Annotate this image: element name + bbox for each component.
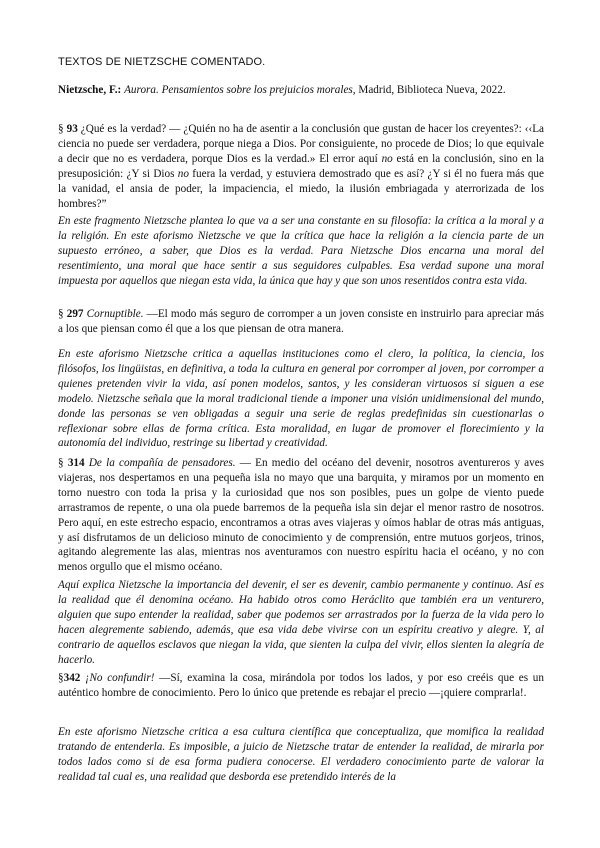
section-mark: § bbox=[58, 308, 67, 320]
aphorism-number: 93 bbox=[66, 123, 78, 135]
citation-publication: Madrid, Biblioteca Nueva, 2022. bbox=[358, 84, 506, 96]
aphorism-297: § 297 Cornuptible. —El modo más seguro de corromper a un joven consiste en instruirlo para apreciar más a los que piensan como él que a los que piensan de otra manera. bbox=[58, 308, 545, 335]
aphorism-number: 342 bbox=[63, 672, 81, 684]
section-mark: § bbox=[58, 672, 64, 684]
aphorism-93: § 93 ¿Qué es la verdad? — ¿Quién no ha de asentir a la conclusión que gustan de hacer los creyentes?: ‹‹La ciencia no puede ser verdadera, porque niega a Dios. Por consiguiente, no procede de Dios; lo que equivale a decir que no es verdadera, porque Dios es la verdad.» El error aquí no está en la conclusión, sino en la presuposición: ¿Y si Dios no fuera la verdad, y estuviera demostrado que es así? ¿Y si él no fuera más que la vanidad, el ansia de poder, la impaciencia, el miedo, la ilusión embriagada y aterrorizada de los hombres?” bbox=[58, 123, 544, 210]
aphorism-number: 314 bbox=[67, 457, 85, 469]
commentary-297: En este aforismo Nietzsche critica a aquellas instituciones como el clero, la política, la ciencia, los filósofos, los lingüistas, en definitiva, a toda la cultura en general por corromper al joven, por corromper a quienes pretenden vivir la vida, así ponen modelos, santos, y les consideran virtuosos si siguen a ese modelo. Nietzsche señala que la moral tradicional tiende a imponer una visión unidimensional del mundo, donde las personas se ven obligadas a seguir una serie de reglas predefinidas sin cuestionarlas o reflexionar sobre ellas de forma crítica. Esta moralidad, en lugar de promover el florecimiento y la autonomía del individuo, restringe su libertad y creatividad. bbox=[58, 348, 544, 450]
aphorism-title: De la compañía de pensadores. bbox=[88, 457, 236, 469]
aphorism-title: ¡No confundir! bbox=[85, 672, 155, 684]
citation bbox=[58, 83, 544, 98]
aphorism-342: §342 ¡No confundir! —Sí, examina la cosa, mirándola por todos los lados, y por eso creéis que es un auténtico hombre de conocimiento. Pero lo único que pretende es rebajar el precio —¡quiere comprarla!. bbox=[58, 672, 544, 699]
aphorism-title: ¿Qué es la verdad? bbox=[80, 123, 167, 135]
commentary-314: Aquí explica Nietzsche la importancia del devenir, el ser es devenir, cambio permanente y continuo. Así es la realidad que él denomina océano. Ha habido otros como Heráclito que también era un venturero, alguien que supo entender la realidad, saber que podemos ser arrastrados por la fuerza de la vida pero lo hacen alegremente sabiendo, además, que esa vida debe vivirse con un espíritu creativo y alegre. Y, al contrario de aquellos esclavos que niegan la vida, que sienten la culpa del vivir, ellos sienten la alegría de hacerlo. bbox=[58, 579, 544, 666]
document-title: TEXTOS DE NIETZSCHE COMENTADO. bbox=[58, 56, 266, 68]
commentary-342: En este aforismo Nietzsche critica a esa cultura científica que conceptualiza, que momifica la realidad tratando de entenderla. Es imposible, a juicio de Nietzsche tratar de entender la realidad, de mirarla por todos lados como si de esa forma pudiera conocerse. El verdadero conocimiento parte de valorar la realidad tal cual es, una realidad que desborda ese pretendido interés de la bbox=[58, 726, 544, 783]
section-mark: § bbox=[58, 123, 67, 135]
citation-author: Nietzsche, F.: bbox=[58, 84, 122, 96]
section-mark: § bbox=[58, 457, 68, 469]
citation-work: Aurora. Pensamientos sobre los prejuicios morales, bbox=[124, 84, 356, 96]
aphorism-number: 297 bbox=[66, 308, 84, 320]
commentary-93: En este fragmento Nietzsche plantea lo que va a ser una constante en su filosofía: la crítica a la moral y a la religión. En este aforismo Nietzsche ve que la crítica que hace la religión a la ciencia parte de un supuesto erróneo, a saber, que Dios es la verdad. Para Nietzsche Dios encarna una moral del resentimiento, una moral que hace sentir a sus seguidores culpables. Esa verdad supone una moral impuesta por aquellos que niegan esta vida, la única que hay y que son unos resentidos contra esta vida. bbox=[58, 215, 544, 287]
aphorism-title: Cornuptible. bbox=[86, 308, 144, 320]
aphorism-314: § 314 De la compañía de pensadores. — En medio del océano del devenir, nosotros aventureros y aves viajeras, nos despertamos en una pequeña isla no mayo que una barquita, y miramos por un momento en torno nuestro con toda la prisa y la curiosidad que nos son posibles, pues un golpe de viento puede arrastramos de repente, o una ola puede barremos de la pequeña isla sin dejar el menor rastro de nosotros. Pero aquí, en este estrecho espacio, encontramos a otras aves viajeras y oímos hablar de otras más antiguas, y así disfrutamos de un delicioso minuto de conocimiento y de comprensión, entre mutuos gorjeos, trinos, agitando alegremente las alas, mientras nos aventuramos con nuestro espíritu hacia el océano, y no con menos orgullo que el mismo océano. bbox=[58, 457, 545, 574]
